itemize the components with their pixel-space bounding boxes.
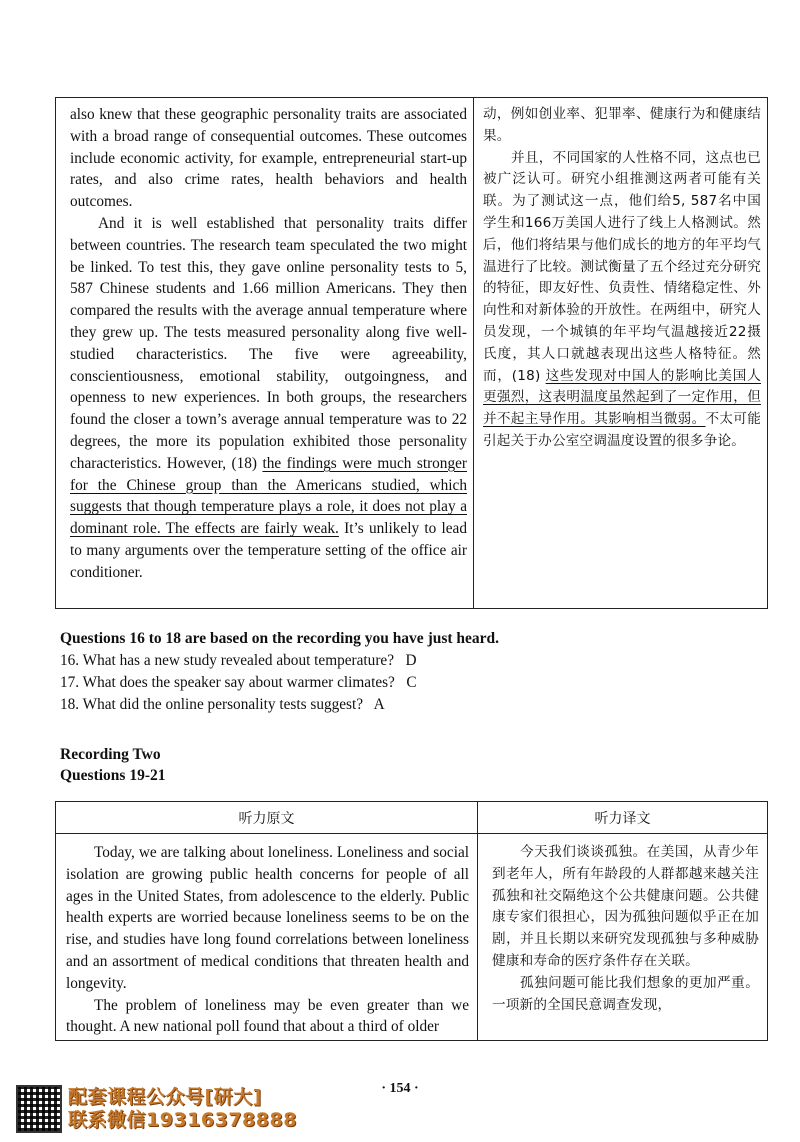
ad-text	[68, 1086, 297, 1132]
english-column	[56, 98, 474, 608]
table-body	[56, 834, 767, 1040]
question-item: 18. What did the online personality tests suggest? A	[60, 696, 385, 713]
footer-ad	[16, 1085, 297, 1133]
header-translation: 听力译文	[594, 810, 651, 827]
ad-line-1: 配套课程公众号[研大]	[68, 1086, 262, 1108]
chinese-paragraph-1: 今天我们谈谈孤独。在美国，从青少年到老年人，所有年龄段的人群都越来越关注孤独和社交隔绝这个公共健康问题。公共健康专家们很担心，因为孤独问题似乎正在加剧，并且长期以来研究发现孤独与多种威胁健康和寿命的医疗条件存在关联。	[492, 844, 759, 969]
chinese-text-tail: 不太可能引起关于办公室空调温度设置的很多争论。	[483, 411, 761, 449]
qr-code-icon	[16, 1085, 62, 1133]
english-text: And it is well established that personality traits differ between countries. The research team speculated the two might be linked. To test this, they gave online personality tests to 5, 587 Chinese students and 1.66 million Americans. They then compared the results with the average annual temperature where they grew up. The tests measured personality along five well-studied characteristics. The five were agreeability, conscientiousness, emotional stability, outgoingness, and openness to new experiences. In both groups, the researchers found the closer a town’s average annual temperature was to 22 degrees, the more its population exhibited those personality characteristics. However, (18)	[70, 214, 467, 472]
section-title: Recording Two	[60, 746, 161, 763]
questions-list	[60, 650, 417, 716]
table-header	[56, 802, 767, 834]
questions-heading: Questions 16 to 18 are based on the recording you have just heard.	[60, 630, 500, 647]
english-text-tail: It’s unlikely to lead to many arguments over the temperature setting of the office air conditioner.	[70, 520, 467, 581]
chinese-column	[478, 834, 767, 1040]
chinese-underlined-answer: 这些发现对中国人的影响比美国人更强烈，这表明温度虽然起到了一定作用，但并不起主导作用。其影响相当微弱。	[483, 367, 761, 428]
transcript-table-bottom	[55, 801, 768, 1041]
chinese-paragraph-2	[483, 148, 761, 453]
english-paragraph-1: also knew that these geographic personality traits are associated with a broad range of consequential outcomes. These outcomes include economic activity, for example, entrepreneurial start-up rates, and also crime rates, health behaviors and health outcomes.	[70, 106, 467, 211]
chinese-paragraph-2: 孤独问题可能比我们想象的更加严重。一项新的全国民意调查发现，	[492, 974, 759, 1013]
chinese-paragraph-1: 动，例如创业率、犯罪率、健康行为和健康结果。	[483, 106, 761, 144]
english-paragraph-1: Today, we are talking about loneliness. Loneliness and social isolation are growing public health concerns for people of all ages in the United States, from adolescence to the elderly. Public health experts are worried because loneliness seems to be on the rise, and studies have long found correlations between loneliness and an assortment of medical conditions that threaten health and longevity.	[66, 844, 469, 992]
english-paragraph-2: The problem of loneliness may be even greater than we thought. A new national poll found that about a third of older	[66, 996, 469, 1036]
english-column	[56, 834, 478, 1040]
ad-line-2: 联系微信19316378888	[68, 1109, 297, 1131]
chinese-column	[474, 98, 767, 608]
page-number: · 154 ·	[381, 1081, 419, 1096]
question-item: 16. What has a new study revealed about temperature? D	[60, 652, 417, 669]
chinese-text: 并且，不同国家的人性格不同，这点也已被广泛认可。研究小组推测这两者可能有关联。为了测试这一点，他们给5, 587名中国学生和166万美国人进行了线上人格测试。然后，他们将结果与他们成长的地方的年平均气温进行了比较。测试衡量了五个经过充分研究的特征，即友好性、负责性、情绪稳定性、外向性和对新体验的开放性。在两组中，研究人员发现，一个城镇的年平均气温越接近22摄氏度，其人口就越表现出这些人格特征。然而，(18)	[483, 149, 761, 384]
section-subtitle: Questions 19-21	[60, 767, 166, 784]
english-paragraph-2	[70, 213, 467, 584]
transcript-table-top	[55, 97, 768, 609]
english-underlined-answer: the findings were much stronger for the Chinese group than the Americans studied, which suggests that though temperature plays a role, it does not play a dominant role. The effects are fairly weak.	[70, 454, 467, 538]
header-original: 听力原文	[56, 802, 478, 833]
question-item: 17. What does the speaker say about warmer climates? C	[60, 674, 417, 691]
